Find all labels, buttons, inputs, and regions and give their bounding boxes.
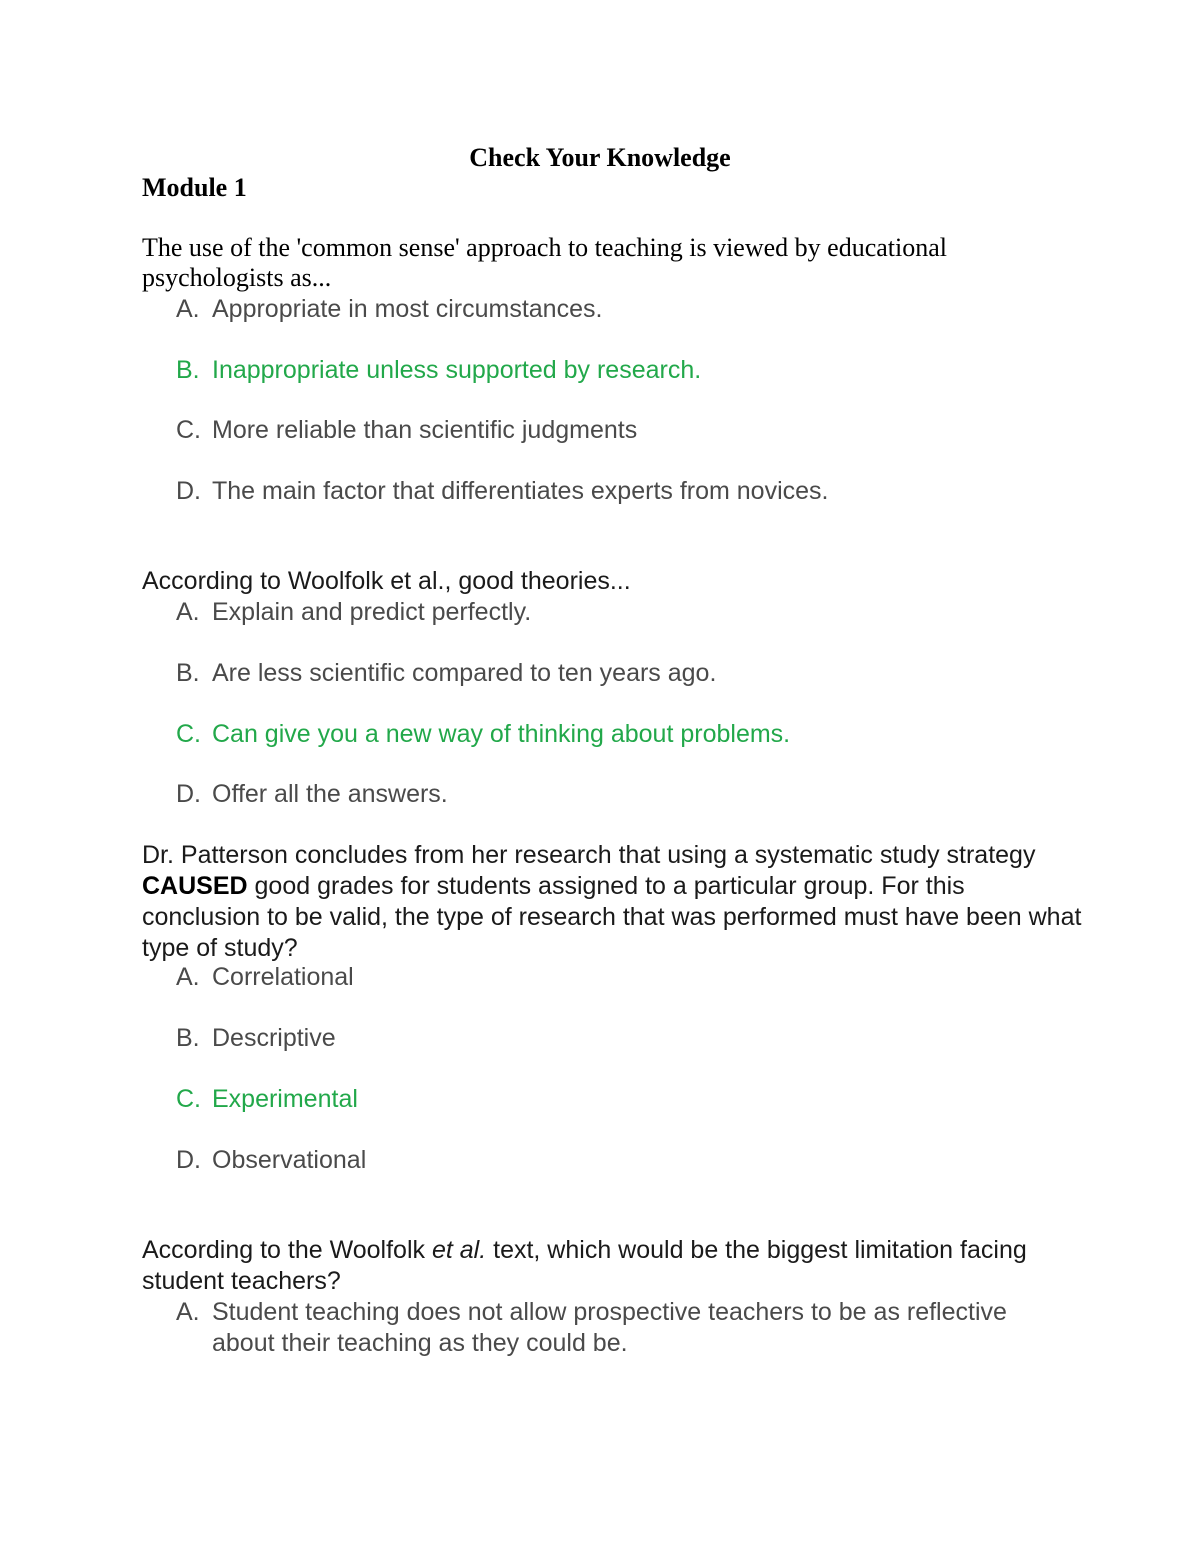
option-text: Experimental xyxy=(212,1085,358,1113)
question-2-option-d xyxy=(176,779,1076,810)
stem-text: good grades for students assigned to a particular group. For this conclusion to be valid, the type of research that was performed must have been what type of study? xyxy=(142,872,1082,962)
option-text: The main factor that differentiates experts from novices. xyxy=(212,477,829,505)
option-letter: B. xyxy=(176,1024,200,1052)
option-text: Appropriate in most circumstances. xyxy=(212,295,603,323)
option-letter: A. xyxy=(176,295,200,323)
stem-italic: et al. xyxy=(431,1236,487,1264)
option-letter: D. xyxy=(176,477,201,505)
option-text: More reliable than scientific judgments xyxy=(212,416,638,444)
page-title: Check Your Knowledge xyxy=(469,143,731,172)
option-letter: D. xyxy=(176,780,201,808)
option-text: Offer all the answers. xyxy=(212,780,448,808)
option-letter: C. xyxy=(176,416,201,444)
question-2-option-b xyxy=(176,658,1076,689)
option-letter: B. xyxy=(176,659,200,687)
option-text: Student teaching does not allow prospective teachers to be as reflective about their teaching as they could be. xyxy=(212,1298,1007,1357)
option-text: Observational xyxy=(212,1146,367,1174)
option-text: Explain and predict perfectly. xyxy=(212,598,532,626)
question-3-stem xyxy=(142,840,1082,964)
question-2-option-c-correct xyxy=(176,719,1076,750)
option-letter: C. xyxy=(176,1085,201,1113)
option-text: Inappropriate unless supported by research. xyxy=(212,356,702,384)
question-2-option-a xyxy=(176,597,1076,628)
option-letter: D. xyxy=(176,1146,201,1174)
option-text: Can give you a new way of thinking about problems. xyxy=(212,720,791,748)
option-text: Descriptive xyxy=(212,1024,336,1052)
option-letter: A. xyxy=(176,1298,200,1326)
stem-emphasis: CAUSED xyxy=(142,872,248,900)
stem-text: According to the Woolfolk xyxy=(142,1236,432,1264)
stem-text: text, which would be the biggest limitation facing student teachers? xyxy=(142,1236,1027,1295)
question-3-option-b xyxy=(176,1023,1076,1054)
question-1-option-d xyxy=(176,476,1076,507)
question-3-option-a xyxy=(176,962,1076,993)
option-text: Are less scientific compared to ten years ago. xyxy=(212,659,717,687)
option-letter: A. xyxy=(176,963,200,991)
question-2-stem: According to Woolfolk et al., good theories... xyxy=(142,567,631,595)
question-1-option-a xyxy=(176,294,1076,325)
question-1-stem: The use of the 'common sense' approach to teaching is viewed by educational psychologists as... xyxy=(142,233,947,292)
module-heading: Module 1 xyxy=(142,173,247,202)
question-1-option-c xyxy=(176,415,1076,446)
question-4-stem xyxy=(142,1235,1042,1297)
option-text: Correlational xyxy=(212,963,354,991)
stem-text: Dr. Patterson concludes from her research that using a systematic study strategy xyxy=(142,841,1036,869)
question-3-option-d xyxy=(176,1145,1076,1176)
option-letter: C. xyxy=(176,720,201,748)
question-3-option-c-correct xyxy=(176,1084,1076,1115)
question-4-option-a xyxy=(176,1297,1076,1359)
option-letter: A. xyxy=(176,598,200,626)
question-1-option-b-correct xyxy=(176,355,1076,386)
option-letter: B. xyxy=(176,356,200,384)
